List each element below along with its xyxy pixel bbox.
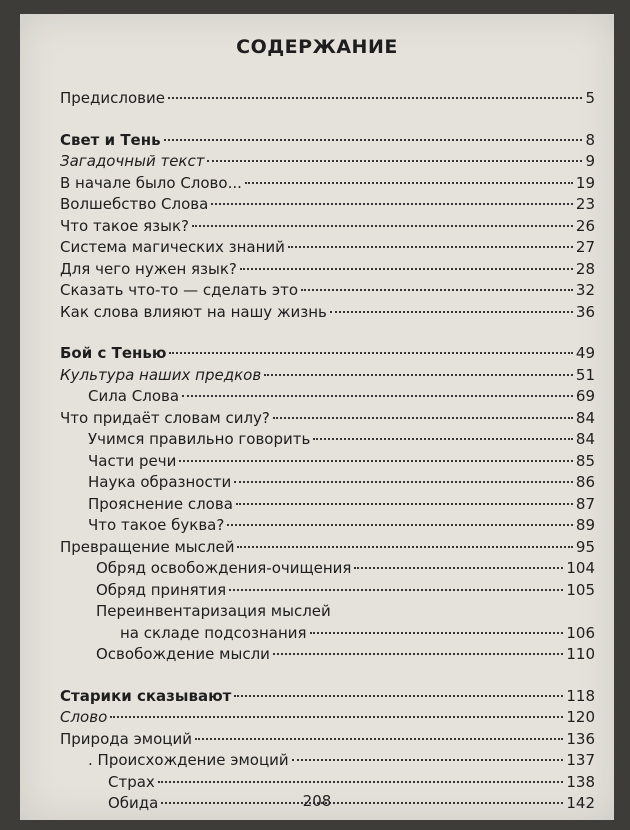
toc-entry-label: Что такое буква? [88, 516, 225, 534]
dot-leader [273, 417, 573, 419]
page-title: СОДЕРЖАНИЕ [236, 36, 398, 58]
toc-entry-page: 36 [575, 302, 595, 321]
toc-entry-page: 26 [575, 216, 595, 235]
toc-entry-label: Как слова влияют на нашу жизнь [60, 302, 327, 321]
toc-entry-page: 69 [575, 387, 595, 405]
toc-entry-page: 110 [566, 645, 595, 663]
toc-entry-label: Что такое язык? [60, 216, 189, 235]
dot-leader [273, 653, 563, 655]
dot-leader [207, 160, 582, 162]
toc-entry-label: Освобождение мысли [96, 645, 270, 663]
toc-entry[interactable] [60, 216, 595, 238]
toc-entry-page: 84 [575, 430, 595, 448]
toc-entry-page: 136 [566, 729, 595, 748]
toc-entry[interactable] [60, 173, 595, 195]
section-gap [60, 110, 595, 130]
toc-entry-page: 32 [575, 281, 595, 299]
toc-entry-page: 118 [566, 686, 595, 705]
toc-entry[interactable] [60, 707, 595, 729]
toc-entry-page: 106 [566, 623, 595, 642]
dot-leader [288, 246, 573, 248]
toc-entry-page: 27 [575, 238, 595, 256]
dot-leader [168, 97, 582, 99]
toc-entry-page: 142 [566, 794, 595, 812]
toc-entry[interactable] [60, 343, 595, 365]
dot-leader [192, 225, 573, 227]
dot-leader [169, 352, 572, 354]
toc-entry-label: Превращение мыслей [60, 537, 235, 556]
toc-entry[interactable] [60, 259, 595, 281]
toc-entry[interactable] [60, 729, 595, 751]
toc-entry-page: 95 [575, 537, 595, 556]
toc-entry[interactable] [60, 88, 595, 110]
toc-entry-label: Волшебство Слова [60, 195, 209, 213]
toc-entry-label: Что придаёт словам силу? [60, 408, 270, 427]
toc-entry-page: 87 [575, 494, 595, 513]
toc-entry-label: Обида [108, 794, 159, 812]
toc-entry-label: Для чего нужен язык? [60, 259, 237, 278]
toc-entry-label: Страх [108, 772, 155, 791]
toc-entry-page: 138 [566, 772, 595, 791]
dot-leader [179, 460, 573, 462]
toc-entry-page: 104 [566, 559, 595, 577]
toc-entry[interactable] [60, 429, 595, 451]
dot-leader [227, 524, 573, 526]
toc-entry[interactable] [60, 537, 595, 559]
dot-leader [292, 759, 564, 761]
book-page [20, 14, 614, 820]
dot-leader [182, 395, 573, 397]
section-gap [60, 323, 595, 343]
toc-entry[interactable] [60, 408, 595, 430]
toc-entry-label: Загадочный текст [60, 152, 205, 170]
toc-entry[interactable] [60, 494, 595, 516]
toc-entry-page: 8 [585, 130, 595, 149]
toc-entry[interactable] [60, 237, 595, 259]
toc-entry-label: Старики сказывают [60, 686, 232, 705]
toc-entry-label: Переинвентаризация мыслей [96, 602, 331, 620]
toc-entry-label: . Происхождение эмоций [88, 751, 289, 769]
dot-leader [234, 481, 573, 483]
toc-entry[interactable] [60, 515, 595, 537]
dot-leader [195, 738, 563, 740]
page-number: 208 [302, 792, 332, 810]
toc-entry[interactable] [60, 280, 595, 302]
toc-entry-label: Культура наших предков [60, 365, 262, 384]
table-of-contents [60, 88, 595, 815]
toc-entry[interactable] [60, 130, 595, 152]
dot-leader [245, 182, 573, 184]
toc-entry-label: Природа эмоций [60, 729, 193, 748]
dot-leader [236, 503, 573, 505]
dot-leader [330, 311, 573, 313]
dot-leader [234, 695, 563, 697]
dot-leader [354, 567, 563, 569]
dot-leader [229, 589, 563, 591]
toc-entry[interactable] [60, 686, 595, 708]
toc-entry-page: 23 [575, 195, 595, 213]
toc-entry-label: Сказать что-то — сделать это [60, 281, 299, 299]
toc-entry[interactable] [60, 772, 595, 794]
dot-leader [211, 203, 573, 205]
toc-entry[interactable] [60, 580, 595, 602]
toc-entry[interactable] [60, 302, 595, 324]
toc-entry-label: Бой с Тенью [60, 344, 167, 362]
toc-entry-label: Обряд освобождения-очищения [96, 559, 352, 577]
toc-entry-label: Сила Слова [88, 387, 180, 405]
toc-entry-label: Свет и Тень [60, 130, 161, 149]
dot-leader [301, 289, 573, 291]
dot-leader [310, 632, 564, 634]
dot-leader [164, 139, 583, 141]
toc-entry-label: Прояснение слова [88, 494, 233, 513]
toc-entry-page: 28 [575, 259, 595, 278]
toc-entry[interactable] [60, 558, 595, 580]
toc-entry-page: 89 [575, 516, 595, 534]
toc-entry-page: 5 [585, 89, 595, 107]
toc-entry[interactable] [60, 601, 595, 623]
toc-entry-page: 120 [566, 708, 595, 726]
toc-entry[interactable] [60, 623, 595, 645]
dot-leader [264, 374, 573, 376]
toc-entry-label: Предисловие [60, 89, 165, 107]
toc-entry-page: 51 [575, 365, 595, 384]
toc-entry[interactable] [60, 386, 595, 408]
dot-leader [237, 546, 572, 548]
toc-entry-label: на складе подсознания [120, 623, 307, 642]
toc-entry[interactable] [60, 151, 595, 173]
dot-leader [313, 438, 573, 440]
toc-entry-page: 49 [575, 344, 595, 362]
section-gap [60, 666, 595, 686]
toc-entry-label: Наука образности [88, 473, 232, 491]
toc-entry-label: В начале было Слово... [60, 173, 242, 192]
toc-entry[interactable] [60, 472, 595, 494]
toc-entry-page: 84 [575, 408, 595, 427]
toc-entry-page: 9 [585, 152, 595, 170]
dot-leader [110, 716, 563, 718]
toc-entry-label: Части речи [88, 451, 177, 470]
toc-entry-label: Обряд принятия [96, 580, 227, 599]
toc-entry[interactable] [60, 750, 595, 772]
toc-entry-label: Слово [60, 708, 108, 726]
toc-entry[interactable] [60, 644, 595, 666]
toc-entry-label: Система магических знаний [60, 238, 285, 256]
toc-entry[interactable] [60, 451, 595, 473]
toc-entry[interactable] [60, 194, 595, 216]
toc-entry-page: 85 [575, 451, 595, 470]
toc-entry-page: 19 [575, 173, 595, 192]
toc-entry-page: 105 [566, 580, 595, 599]
dot-leader [158, 781, 564, 783]
toc-entry-page: 137 [566, 751, 595, 769]
toc-entry[interactable] [60, 365, 595, 387]
toc-entry-label: Учимся правильно говорить [88, 430, 311, 448]
toc-entry-page: 86 [575, 473, 595, 491]
dot-leader [240, 268, 573, 270]
